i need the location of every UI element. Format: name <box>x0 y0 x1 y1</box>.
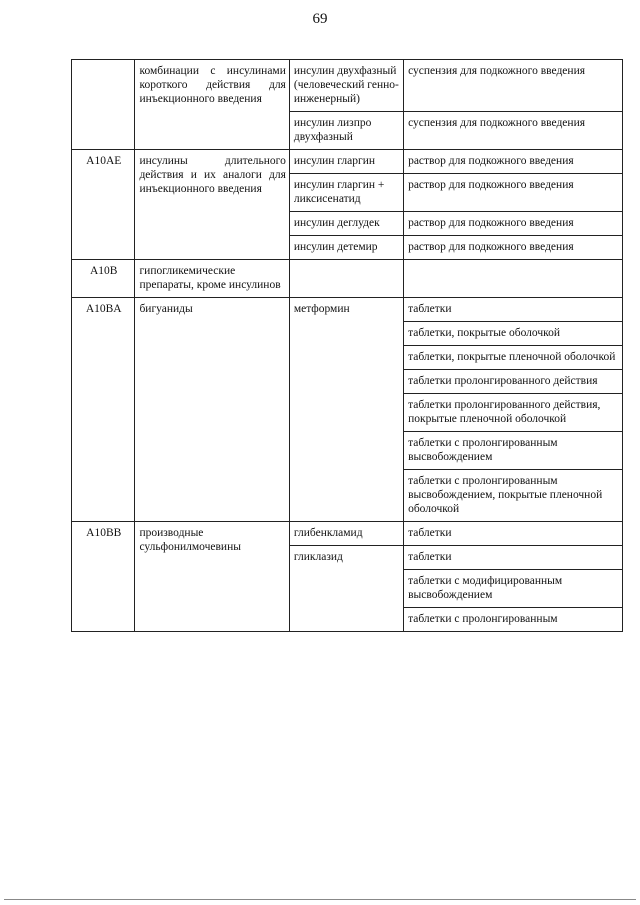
dosage-form-cell: таблетки <box>404 546 623 570</box>
dosage-form-cell: таблетки пролонгированного действия, покрытые пленочной оболочкой <box>404 394 623 432</box>
pharmacological-group-cell: бигуаниды <box>135 298 289 522</box>
atc-code-cell: A10AE <box>72 150 135 260</box>
atc-code-cell <box>72 60 135 150</box>
pharmacological-group-cell: производные сульфонилмочевины <box>135 522 289 632</box>
dosage-form-cell: таблетки с пролонгированным <box>404 608 623 632</box>
medication-table <box>71 59 623 632</box>
dosage-form-cell: таблетки, покрытые пленочной оболочкой <box>404 346 623 370</box>
dosage-form-cell: раствор для подкожного введения <box>404 150 623 174</box>
pharmacological-group-cell: комбинации с инсулинами короткого действия для инъекционного введения <box>135 60 289 150</box>
drug-name-cell: инсулин гларгин + ликсисенатид <box>289 174 403 212</box>
footer-divider <box>4 899 636 900</box>
dosage-form-cell: раствор для подкожного введения <box>404 174 623 212</box>
atc-code-cell: A10BB <box>72 522 135 632</box>
dosage-form-cell: таблетки с пролонгированным высвобождением <box>404 432 623 470</box>
dosage-form-cell: раствор для подкожного введения <box>404 236 623 260</box>
dosage-form-cell: суспензия для подкожного введения <box>404 60 623 112</box>
pharmacological-group-cell: инсулины длительного действия и их аналоги для инъекционного введения <box>135 150 289 260</box>
drug-name-cell: инсулин деглудек <box>289 212 403 236</box>
drug-name-cell: инсулин гларгин <box>289 150 403 174</box>
drug-name-cell: инсулин лизпро двухфазный <box>289 112 403 150</box>
atc-code-cell: A10B <box>72 260 135 298</box>
table-row <box>72 60 623 112</box>
drug-name-cell: инсулин двухфазный (человеческий генно-инженерный) <box>289 60 403 112</box>
table-row <box>72 260 623 298</box>
dosage-form-cell: суспензия для подкожного введения <box>404 112 623 150</box>
drug-name-cell <box>289 260 403 298</box>
dosage-form-cell: таблетки с модифицированным высвобождением <box>404 570 623 608</box>
page-number: 69 <box>312 11 328 27</box>
drug-name-cell: метформин <box>289 298 403 522</box>
table-row <box>72 298 623 322</box>
dosage-form-cell: таблетки с пролонгированным высвобождением, покрытые пленочной оболочкой <box>404 470 623 522</box>
dosage-form-cell: таблетки пролонгированного действия <box>404 370 623 394</box>
dosage-form-cell: таблетки, покрытые оболочкой <box>404 322 623 346</box>
drug-name-cell: инсулин детемир <box>289 236 403 260</box>
dosage-form-cell: таблетки <box>404 298 623 322</box>
dosage-form-cell: раствор для подкожного введения <box>404 212 623 236</box>
drug-name-cell: гликлазид <box>289 546 403 632</box>
dosage-form-cell: таблетки <box>404 522 623 546</box>
drug-name-cell: глибенкламид <box>289 522 403 546</box>
table-row <box>72 150 623 174</box>
dosage-form-cell <box>404 260 623 298</box>
pharmacological-group-cell: гипогликемические препараты, кроме инсулинов <box>135 260 289 298</box>
atc-code-cell: A10BA <box>72 298 135 522</box>
table-row <box>72 522 623 546</box>
